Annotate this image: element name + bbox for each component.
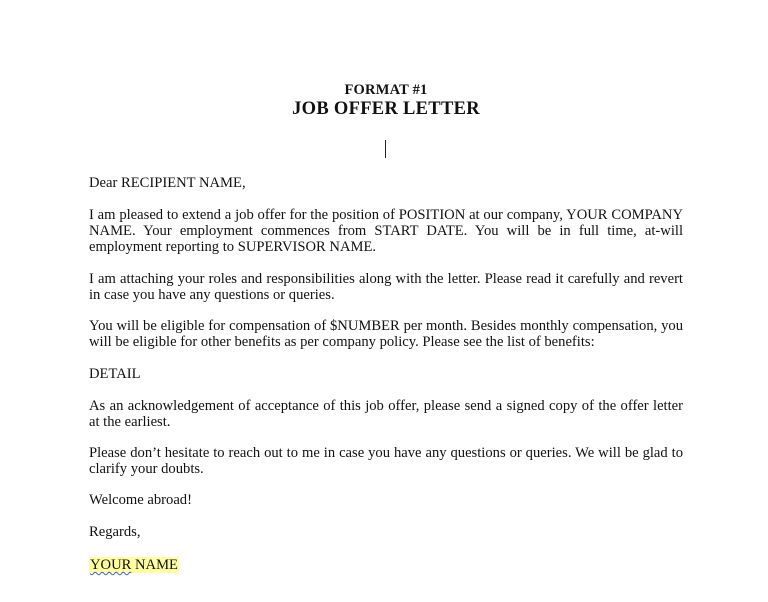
format-label: FORMAT #1 bbox=[344, 82, 428, 98]
document-title: JOB OFFER LETTER bbox=[292, 99, 480, 119]
paragraph-acknowledgement[interactable]: As an acknowledgement of acceptance of this job offer, please send a signed copy of the offer letter at the earliest. bbox=[89, 398, 683, 430]
paragraph-compensation[interactable]: You will be eligible for compensation of $NUMBER per month. Besides monthly compensation, you will be eligible for other benefits as per company policy. Please see the list of benefits: bbox=[89, 318, 683, 350]
paragraph-roles[interactable]: I am attaching your roles and responsibilities along with the letter. Please read it carefully and revert in case you have any questions or queries. bbox=[89, 271, 683, 303]
paragraph-contact[interactable]: Please don’t hesitate to reach out to me in case you have any questions or queries. We will be glad to clarify your doubts. bbox=[89, 445, 683, 477]
highlighted-name bbox=[89, 557, 179, 573]
paragraph-regards[interactable]: Regards, bbox=[89, 524, 141, 540]
paragraph-welcome[interactable]: Welcome abroad! bbox=[89, 492, 192, 508]
paragraph-detail[interactable]: DETAIL bbox=[89, 366, 141, 382]
salutation[interactable]: Dear RECIPIENT NAME, bbox=[89, 175, 246, 191]
text-cursor bbox=[385, 140, 386, 158]
signature-name[interactable] bbox=[89, 557, 683, 573]
paragraph-offer[interactable]: I am pleased to extend a job offer for the position of POSITION at our company, YOUR COMPANY NAME. Your employment commences from START DATE. You will be in full time, at-will employment reporting to SUPERVISOR NAME. bbox=[89, 207, 683, 255]
spellcheck-word: YOUR bbox=[90, 557, 132, 573]
name-rest: NAME bbox=[131, 557, 178, 573]
